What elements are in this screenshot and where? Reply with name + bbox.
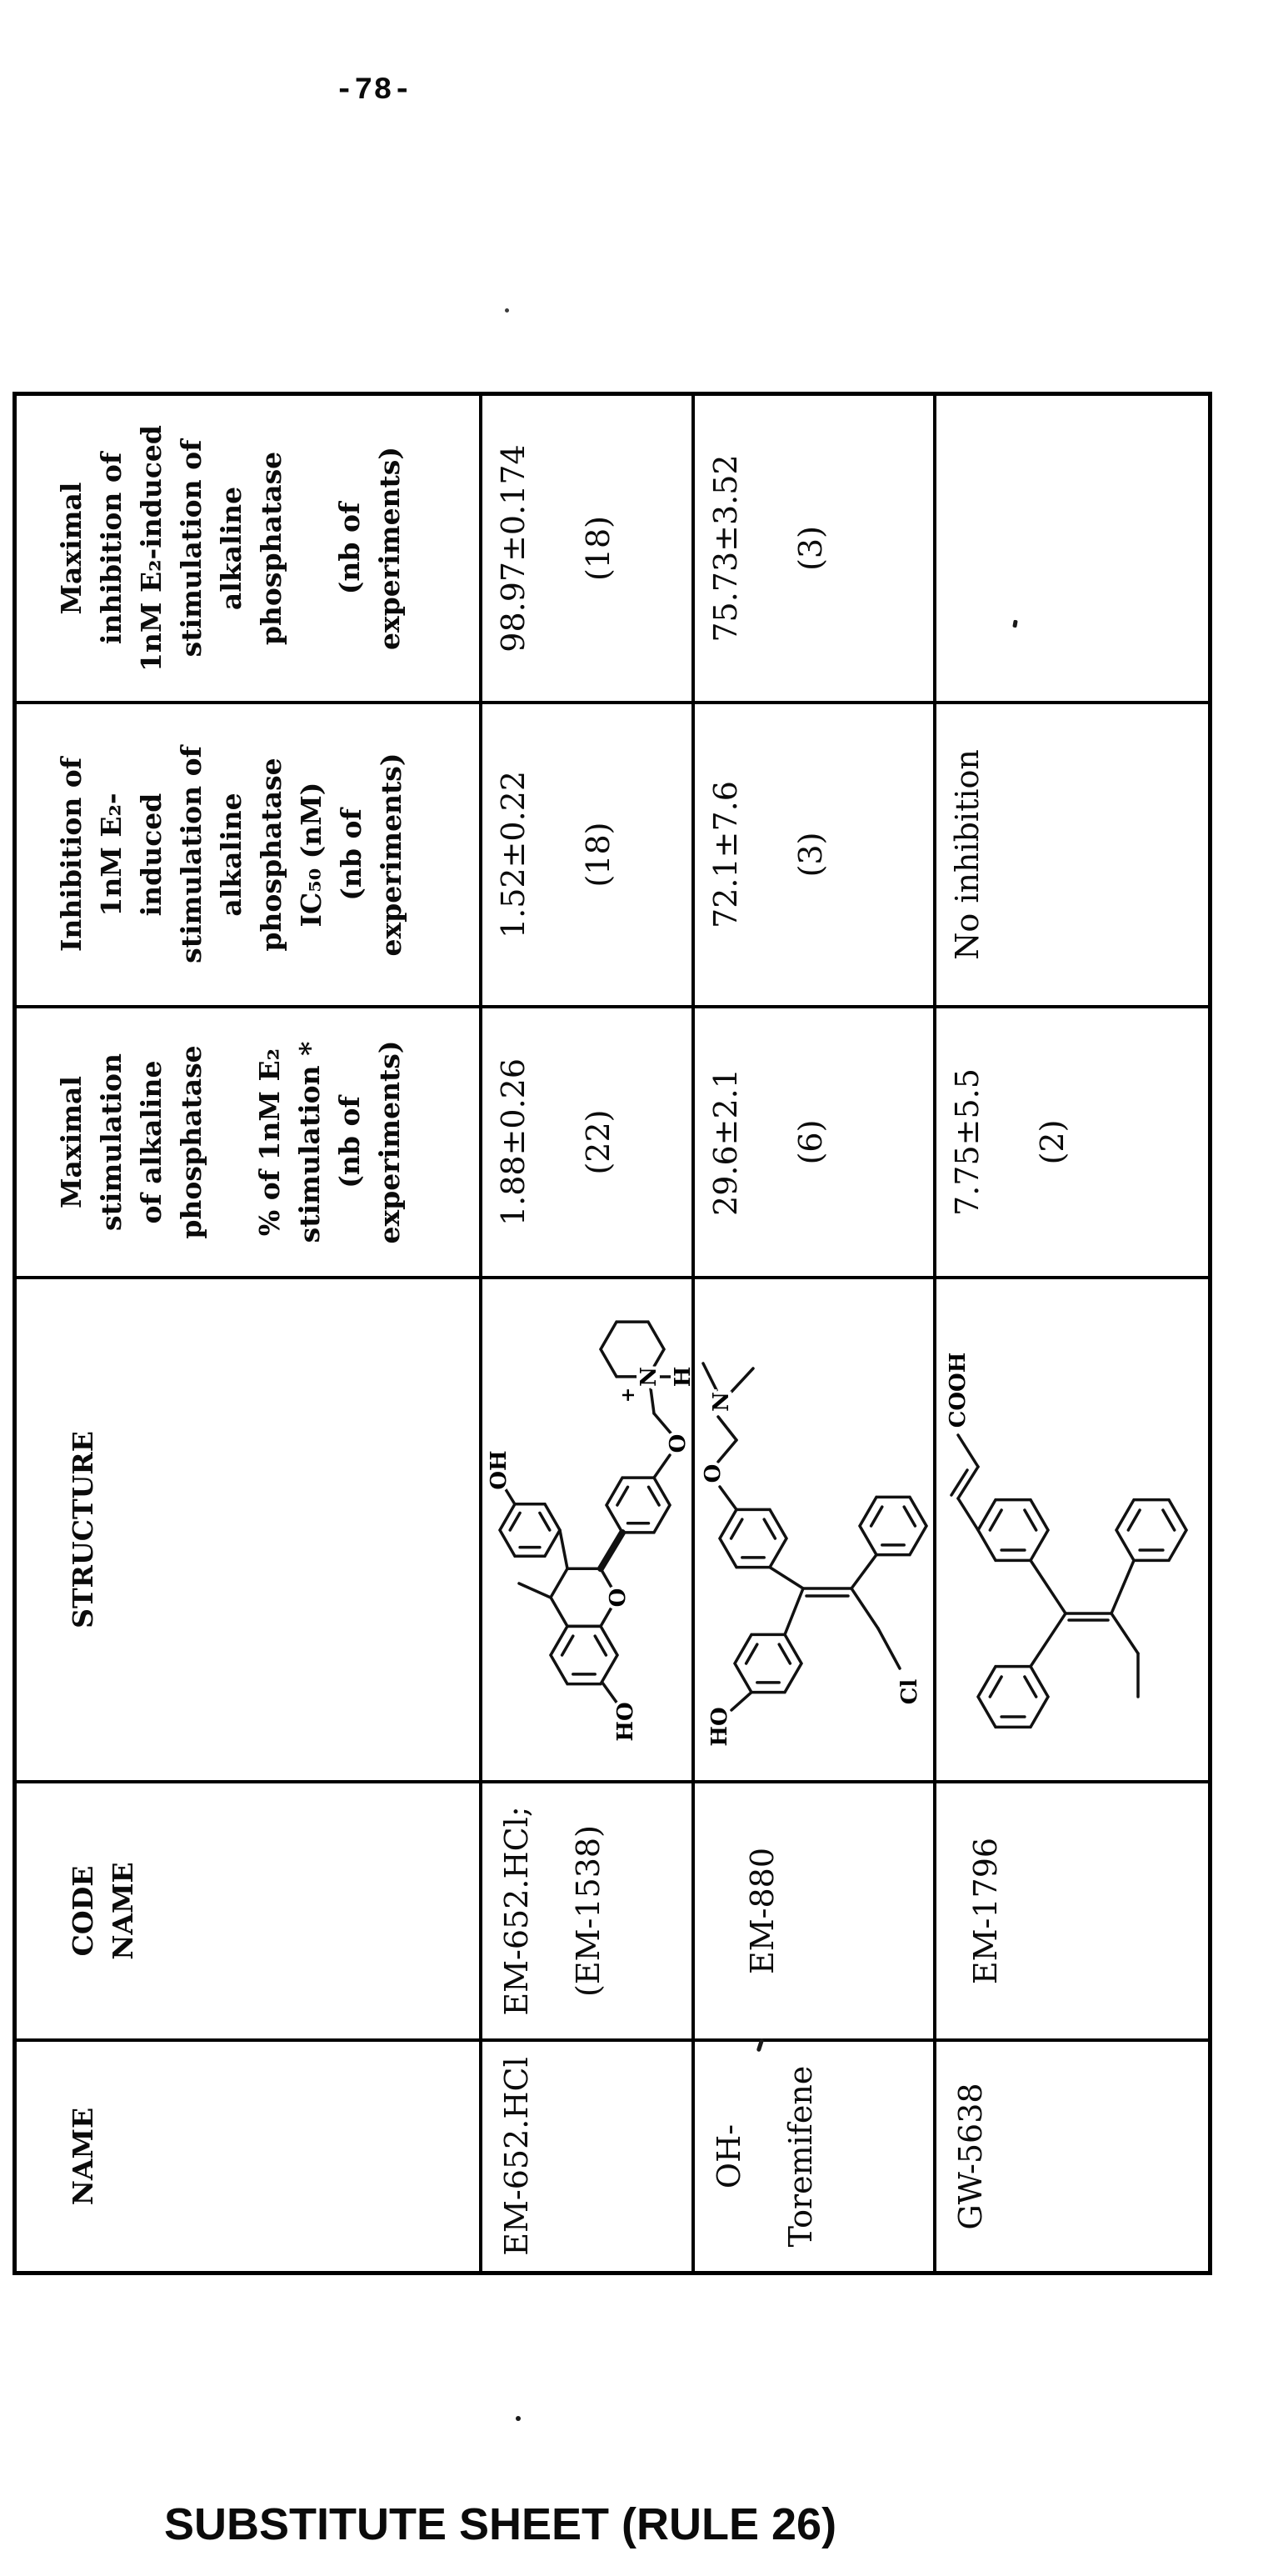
code-name: EM-1796 bbox=[967, 1837, 1004, 1985]
value: 98.97±0.174 bbox=[495, 444, 532, 653]
n-experiments: (18) bbox=[580, 822, 617, 888]
header-line: experiments) bbox=[373, 447, 406, 651]
header-line: NAME bbox=[67, 2107, 99, 2206]
cell-inhibition-gw5638 bbox=[933, 704, 1208, 1008]
chemical-structure-em1796 bbox=[936, 1279, 1208, 1780]
atom-label-ho: HO bbox=[707, 1707, 732, 1747]
n-experiments: (6) bbox=[792, 1119, 829, 1165]
header-line: 1nM E₂-induced bbox=[135, 424, 167, 673]
rotated-table-wrapper bbox=[12, 392, 1212, 2275]
value: 29.6±2.1 bbox=[707, 1068, 744, 1216]
substitute-sheet-label: SUBSTITUTE SHEET (RULE 26) bbox=[164, 2499, 837, 2549]
value: 72.1±7.6 bbox=[707, 781, 744, 928]
header-line: % of 1nM E₂ bbox=[253, 1048, 286, 1237]
header-line: phosphatase bbox=[255, 758, 287, 952]
header-line: Inhibition of bbox=[55, 757, 87, 953]
n-experiments: (22) bbox=[580, 1109, 617, 1175]
atom-label-cl: Cl bbox=[897, 1678, 922, 1705]
atom-label-ho: HO bbox=[613, 1702, 638, 1742]
cell-name-em652 bbox=[479, 2042, 691, 2271]
cell-name-gw5638 bbox=[933, 2042, 1208, 2271]
atom-label-cooh: COOH bbox=[946, 1352, 971, 1428]
scan-speck bbox=[516, 2416, 521, 2421]
code-name: (EM-1538) bbox=[570, 1825, 607, 1997]
header-line: (nb of bbox=[335, 808, 367, 901]
n-experiments: (3) bbox=[792, 526, 829, 571]
atom-label-h: H bbox=[671, 1366, 696, 1388]
atom-label-ether-o: O bbox=[666, 1433, 691, 1453]
value: No inhibition bbox=[949, 749, 986, 960]
atom-label-oh: OH bbox=[487, 1450, 512, 1490]
header-cell-inhibition-ic50 bbox=[17, 704, 479, 1008]
header-line: 1nM E₂- bbox=[95, 793, 127, 917]
header-line: induced bbox=[135, 793, 167, 917]
atom-label-plus: + bbox=[617, 1387, 639, 1403]
atom-label-n: N bbox=[709, 1392, 734, 1412]
header-cell-max-inhibition bbox=[17, 396, 479, 704]
header-line: STRUCTURE bbox=[67, 1431, 99, 1628]
cell-maxstim-em652 bbox=[479, 1008, 691, 1279]
header-line: IC₅₀ (nM) bbox=[295, 782, 327, 928]
value: 1.88±0.26 bbox=[495, 1058, 532, 1227]
cell-structure-em1796 bbox=[933, 1279, 1208, 1783]
header-cell-name bbox=[17, 2042, 479, 2271]
header-line: experiments) bbox=[375, 753, 407, 957]
header-line: Maximal bbox=[55, 482, 87, 615]
header-cell-code-name bbox=[17, 1783, 479, 2042]
header-line: (nb of bbox=[333, 1096, 366, 1188]
header-line: Maximal bbox=[55, 1076, 87, 1208]
cell-maxstim-gw5638 bbox=[933, 1008, 1208, 1279]
header-line: stimulation bbox=[95, 1053, 127, 1231]
header-cell-max-stimulation bbox=[17, 1008, 479, 1279]
header-line: stimulation of bbox=[175, 746, 207, 963]
scan-speck bbox=[505, 308, 509, 313]
code-name: EM-880 bbox=[744, 1847, 781, 1975]
header-line: NAME bbox=[107, 1862, 139, 1960]
atom-label-n: N bbox=[637, 1367, 661, 1387]
cell-structure-em652 bbox=[479, 1279, 696, 1783]
atom-label-ring-o: O bbox=[606, 1588, 631, 1608]
cell-code-ohtoremifene bbox=[691, 1783, 933, 2042]
results-table bbox=[12, 392, 1212, 2275]
value: 1.52±0.22 bbox=[495, 770, 532, 939]
chemical-structure-em880 bbox=[695, 1279, 933, 1780]
header-line: phosphatase bbox=[255, 451, 287, 646]
page-number: -78- bbox=[335, 73, 412, 108]
code-name: EM-652.HCl; bbox=[498, 1806, 535, 2016]
cell-maxstim-ohtoremifene bbox=[691, 1008, 933, 1279]
header-line: stimulation of bbox=[175, 439, 207, 658]
compound-name: Toremifene bbox=[782, 2065, 819, 2248]
cell-inhibition-ohtoremifene bbox=[691, 704, 933, 1008]
cell-maxinhib-gw5638-empty bbox=[933, 396, 1208, 704]
compound-name: EM-652.HCl bbox=[498, 2057, 535, 2256]
value: 7.75±5.5 bbox=[949, 1068, 986, 1216]
header-line: stimulation * bbox=[293, 1041, 326, 1243]
cell-inhibition-em652 bbox=[479, 704, 691, 1008]
header-line: alkaline bbox=[215, 486, 247, 611]
header-line: of alkaline bbox=[135, 1060, 167, 1224]
value: 75.73±3.52 bbox=[707, 454, 744, 643]
cell-name-ohtoremifene bbox=[691, 2042, 933, 2271]
header-line: phosphatase bbox=[175, 1045, 207, 1239]
n-experiments: (18) bbox=[580, 516, 617, 582]
chemical-structure-em652 bbox=[482, 1279, 696, 1780]
n-experiments: (3) bbox=[792, 832, 829, 878]
table-grid bbox=[12, 392, 1212, 2275]
cell-maxinhib-em652 bbox=[479, 396, 691, 704]
cell-code-em652 bbox=[479, 1783, 691, 2042]
cell-maxinhib-ohtoremifene bbox=[691, 396, 933, 704]
header-line: (nb of bbox=[333, 502, 366, 595]
atom-label-o: O bbox=[701, 1463, 726, 1483]
header-cell-structure bbox=[17, 1279, 479, 1783]
header-line: experiments) bbox=[373, 1040, 406, 1244]
header-line: alkaline bbox=[215, 793, 247, 917]
header-line: CODE bbox=[67, 1865, 99, 1957]
cell-code-gw5638 bbox=[933, 1783, 1208, 2042]
cell-structure-em880 bbox=[691, 1279, 933, 1783]
compound-name: GW-5638 bbox=[952, 2083, 989, 2230]
n-experiments: (2) bbox=[1034, 1119, 1071, 1165]
compound-name: OH- bbox=[711, 2123, 747, 2189]
header-line: inhibition of bbox=[95, 452, 127, 645]
